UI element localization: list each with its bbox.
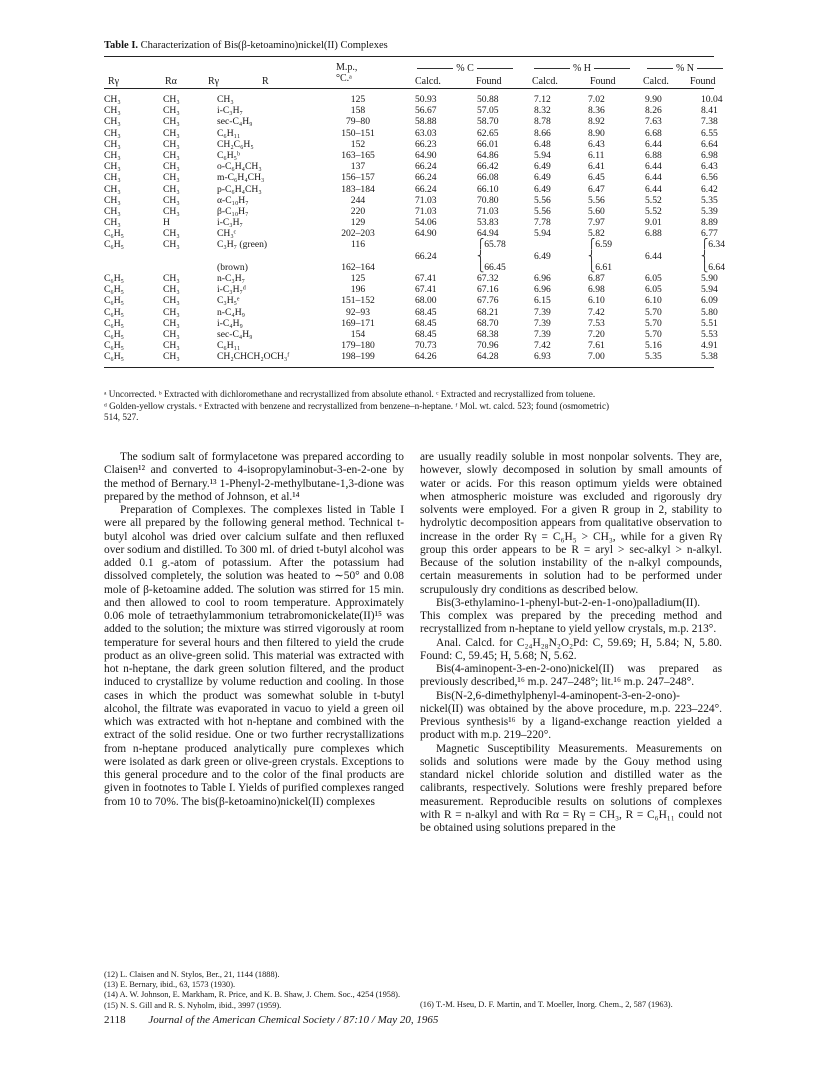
cell-n-found: ⎧6.34 (701, 239, 725, 251)
header-mp-line1: M.p., (336, 62, 358, 73)
cell-h-calcd: 7.39 (534, 306, 551, 318)
cell-c-found: 66.42 (477, 161, 499, 173)
cell-h-calcd: 5.94 (534, 149, 551, 161)
cell-h-calcd: 6.49 (534, 161, 551, 173)
header-c-found: Found (476, 76, 502, 87)
header-mp-line2: °C.ᵃ (336, 73, 352, 84)
cell-n-found: 5.90 (701, 273, 718, 284)
cell-r: sec-C₄H₉ (217, 328, 253, 340)
cell-h-found: 7.02 (588, 94, 605, 105)
cell-r: i-C₃H₇ᵈ (217, 284, 246, 296)
cell-c-calcd: 68.45 (415, 328, 437, 340)
cell-c-found: ⎩66.45 (477, 261, 506, 273)
cell-r: i-C₄H₉ (217, 317, 243, 329)
cell-mp: 116 (350, 239, 366, 251)
cell-c-found: 66.08 (477, 172, 499, 184)
cell-r: CH₂CHCH₂OCH₃ᶠ (217, 351, 290, 363)
cell-n-calcd: 6.44 (645, 138, 662, 150)
table-row (104, 284, 718, 296)
cell-c-found: 71.03 (477, 205, 499, 217)
cell-n-calcd: 5.70 (645, 317, 662, 329)
cell-mp: 152 (350, 138, 366, 150)
cell-ra: CH₃ (163, 127, 180, 139)
cell-ra: CH₃ (163, 340, 180, 352)
table-row (104, 261, 725, 273)
cell-r: i-C₃H₇ (217, 105, 243, 117)
cell-ra: CH₃ (163, 172, 180, 184)
cell-ry: CH₃ (104, 105, 121, 117)
cell-ry: CH₃ (104, 217, 121, 229)
cell-n-calcd: 5.16 (645, 340, 662, 352)
cell-h-calcd: 6.15 (534, 295, 551, 307)
cell-n-found: 8.41 (701, 105, 718, 117)
cell-n-calcd: 6.05 (645, 273, 662, 284)
cell-r: CH₃ (217, 94, 234, 105)
cell-h-found: 7.42 (588, 306, 605, 318)
cell-n-found: ⎩6.64 (701, 261, 725, 273)
cell-n-calcd: 5.35 (645, 351, 662, 363)
cell-ra: CH₃ (163, 328, 180, 340)
cell-mp: 158 (350, 105, 366, 117)
table-row (104, 205, 718, 217)
cell-h-found: 6.43 (588, 138, 605, 150)
cell-c-calcd: 58.88 (415, 116, 437, 128)
cell-h-calcd: 6.48 (534, 138, 551, 150)
cell-c-found: 67.16 (477, 284, 499, 296)
cell-mp: 151–152 (341, 295, 375, 307)
cell-h-found: ⎨ (588, 250, 596, 262)
cell-n-calcd: 6.88 (645, 228, 662, 240)
cell-n-calcd: 9.90 (645, 94, 662, 105)
cell-n-calcd: 7.63 (645, 116, 662, 128)
cell-h-found: 7.20 (588, 328, 605, 340)
header-n-group: % N (640, 63, 730, 74)
header-ra: Rα (165, 76, 177, 87)
cell-h-found: 7.97 (588, 217, 605, 229)
header-h-calcd: Calcd. (532, 76, 558, 87)
cell-c-calcd: 67.41 (415, 284, 437, 296)
table-title: Characterization of Bis(β-ketoamino)nickel(II) Complexes (140, 40, 388, 51)
characterization-table (104, 94, 725, 363)
reference-item: (13) E. Bernary, ibid., 63, 1573 (1930). (104, 980, 236, 990)
cell-h-calcd: 6.49 (534, 250, 551, 262)
cell-ra: CH₃ (163, 306, 180, 318)
cell-ra: CH₃ (163, 239, 180, 251)
cell-c-found: 68.70 (477, 317, 499, 329)
cell-h-calcd: 7.78 (534, 217, 551, 229)
cell-c-calcd: 64.26 (415, 351, 437, 363)
cell-n-calcd: 5.70 (645, 328, 662, 340)
cell-n-calcd: 6.05 (645, 284, 662, 296)
cell-n-calcd: 6.44 (645, 172, 662, 184)
cell-n-calcd: 6.10 (645, 295, 662, 307)
cell-r: C₆H₁₁ (217, 340, 241, 352)
cell-h-calcd: 7.39 (534, 328, 551, 340)
header-n-found: Found (690, 76, 716, 87)
cell-ra: CH₃ (163, 284, 180, 296)
table-row (104, 251, 714, 262)
cell-mp: 154 (350, 328, 366, 340)
table-bottom-rule (104, 367, 714, 368)
cell-ry: C₆H₅ (104, 317, 125, 329)
cell-c-calcd: 56.67 (415, 105, 437, 117)
cell-ry: CH₃ (104, 205, 121, 217)
cell-ra: CH₃ (163, 138, 180, 150)
table-caption (104, 40, 388, 51)
references-right (420, 1000, 722, 1010)
cell-h-found: 5.82 (588, 228, 605, 240)
left-column (104, 451, 404, 809)
cell-c-found: 64.86 (477, 149, 499, 161)
cell-ra: CH₃ (163, 116, 180, 128)
paragraph: Bis(4-aminopent-3-en-2-ono)nickel(II) was prepared as previously described,¹⁶ m.p. 247–248°; lit.¹⁶ m.p. 247–248°. (420, 663, 722, 689)
header-c-group: % C (410, 63, 520, 74)
cell-c-found: 70.96 (477, 340, 499, 352)
cell-h-calcd: 5.56 (534, 194, 551, 206)
cell-c-found: 66.10 (477, 183, 499, 195)
cell-h-calcd: 6.96 (534, 273, 551, 284)
cell-r: m-C₆H₄CH₃ (217, 172, 265, 184)
cell-c-calcd: 66.24 (415, 250, 437, 262)
paragraph: Bis(N-2,6-dimethylphenyl-4-aminopent-3-en-2-ono)-nickel(II) was obtained by the above procedure, m.p. 223–224°. Previous synthesis¹⁶ by a ligand-exchange reaction yielded a product with m.p. 219–220°. (420, 689, 722, 742)
cell-mp: 179–180 (341, 340, 375, 352)
reference-item: (16) T.-M. Hseu, D. F. Martin, and T. Moeller, Inorg. Chem., 2, 587 (1963). (420, 1000, 673, 1009)
cell-c-calcd: 71.03 (415, 205, 437, 217)
cell-h-calcd: 7.12 (534, 94, 551, 105)
cell-ra: CH₃ (163, 149, 180, 161)
cell-mp: 183–184 (341, 183, 375, 195)
cell-mp: 137 (350, 161, 366, 173)
table-row (104, 116, 718, 128)
table-footnotes (104, 389, 716, 424)
cell-c-found: 57.05 (477, 105, 499, 117)
cell-h-found: ⎧6.59 (588, 239, 612, 251)
paragraph: Bis(3-ethylamino-1-phenyl-but-2-en-1-ono)palladium(II). This complex was prepared by the preceding method and recrystallized from n-heptane to yield yellow crystals, m.p. 213°. (420, 596, 722, 636)
cell-r: o-C₆H₄CH₃ (217, 161, 262, 173)
cell-r: C₆H₁₁ (217, 127, 241, 139)
cell-c-calcd: 64.90 (415, 149, 437, 161)
cell-c-calcd: 66.24 (415, 172, 437, 184)
cell-h-found: 6.87 (588, 273, 605, 284)
cell-h-found: 7.53 (588, 317, 605, 329)
cell-n-found: 5.35 (701, 194, 718, 206)
cell-ry: C₆H₅ (104, 273, 125, 284)
cell-c-calcd: 54.06 (415, 217, 437, 229)
cell-ry: CH₃ (104, 127, 121, 139)
cell-ry: C₆H₅ (104, 340, 125, 352)
page-number: 2118 (104, 1014, 126, 1026)
cell-n-calcd: 6.88 (645, 149, 662, 161)
table-row (104, 340, 718, 352)
right-column (420, 451, 722, 835)
paragraph: Preparation of Complexes. The complexes listed in Table I were all prepared by the following general method. Technical t-butyl alcohol was dried over calcium sulfate and then refluxed over sodium and distilled. To 300 ml. of dried t-butyl alcohol was added 0.1 g.-atom of potassium. After the potassium had dissolved completely, the solution was heated to ∼50° and 0.08 mole of β-ketoamine added. The solution was stirred for 15 min. and then allowed to cool to room temperature. Approximately 0.06 mole of tetraethylammonium tetrabromonickelate(II)¹⁵ was added to the solution; the mixture was stirred vigorously at room temperature for several hours and then filtered to yield the crude product as an olive-green solid. This material was extracted with hot n-heptane, the dark green solution filtered, and the product induced to crystallize by volume reduction and cooling. In those cases in which the product was somewhat soluble in t-butyl alcohol, the filtrate was evaporated in vacuo to yield a green oil which was extracted with hot n-heptane and combined with the extract of the solid residue. One or two further recrystallizations from n-heptane produced analytically pure complexes which were isolated as dark green or olive-green crystals. Exceptions to this general procedure and to the color of the final products are given in footnotes to Table I. Yields of purified complexes ranged from 10 to 70%. The bis(β-ketoamino)nickel(II) complexes (104, 504, 404, 808)
cell-mp: 156–157 (341, 172, 375, 184)
cell-c-calcd: 63.03 (415, 127, 437, 139)
cell-h-found: 8.36 (588, 105, 605, 117)
cell-n-found: ⎨ (701, 250, 709, 262)
cell-n-calcd: 6.44 (645, 183, 662, 195)
cell-c-found: 68.38 (477, 328, 499, 340)
references-left (104, 970, 404, 1011)
cell-ra: CH₃ (163, 161, 180, 173)
cell-n-found: 6.55 (701, 127, 718, 139)
cell-c-found: 50.88 (477, 94, 499, 105)
cell-ry: CH₃ (104, 172, 121, 184)
cell-ry: C₆H₅ (104, 284, 125, 296)
cell-h-calcd: 6.96 (534, 284, 551, 296)
table-row (104, 228, 718, 240)
journal-citation: Journal of the American Chemical Society / 87:10 / May 20, 1965 (148, 1014, 439, 1026)
cell-c-calcd: 71.03 (415, 194, 437, 206)
cell-mp: 125 (350, 94, 366, 105)
cell-n-found: 5.51 (701, 317, 718, 329)
reference-item: (12) L. Claisen and N. Stylos, Ber., 21, 1144 (1888). (104, 970, 280, 979)
table-row (104, 317, 718, 329)
cell-c-found: 67.76 (477, 295, 499, 307)
cell-mp: 169–171 (341, 317, 375, 329)
cell-ra: CH₃ (163, 351, 180, 363)
cell-c-found: 58.70 (477, 116, 499, 128)
cell-ry: C₆H₅ (104, 306, 125, 318)
cell-r: i-C₃H₇ (217, 217, 243, 229)
cell-ry: CH₃ (104, 194, 121, 206)
cell-h-calcd: 7.39 (534, 317, 551, 329)
cell-n-found: 6.09 (701, 295, 718, 307)
cell-ry: CH₃ (104, 116, 121, 128)
cell-c-found: 53.83 (477, 217, 499, 229)
footnote-line: 514, 527. (104, 412, 139, 422)
cell-r: n-C₄H₉ (217, 306, 246, 318)
cell-c-found: 70.80 (477, 194, 499, 206)
cell-n-calcd: 6.44 (645, 250, 662, 262)
table-top-rule (104, 56, 714, 57)
cell-c-calcd: 68.45 (415, 306, 437, 318)
cell-n-found: 4.91 (701, 340, 718, 352)
cell-h-found: 6.47 (588, 183, 605, 195)
header-h-found: Found (590, 76, 616, 87)
cell-n-found: 8.89 (701, 217, 718, 229)
cell-n-found: 10.04 (701, 94, 723, 105)
cell-h-calcd: 7.42 (534, 340, 551, 352)
cell-h-calcd: 6.93 (534, 351, 551, 363)
cell-r: CH₃ᶜ (217, 228, 237, 240)
cell-ra: CH₃ (163, 183, 180, 195)
cell-h-found: ⎩6.61 (588, 261, 612, 273)
cell-r: α-C₁₀H₇ (217, 194, 249, 206)
cell-n-calcd: 6.68 (645, 127, 662, 139)
cell-n-found: 6.42 (701, 183, 718, 195)
cell-h-found: 7.00 (588, 351, 605, 363)
cell-h-found: 5.56 (588, 194, 605, 206)
cell-ry: CH₃ (104, 183, 121, 195)
cell-mp: 244 (350, 194, 366, 206)
cell-c-found: 66.01 (477, 138, 499, 150)
cell-h-calcd: 6.49 (534, 172, 551, 184)
cell-mp: 129 (350, 217, 366, 229)
cell-c-found: ⎧65.78 (477, 239, 506, 251)
cell-n-found: 6.43 (701, 161, 718, 173)
cell-c-found: 62.65 (477, 127, 499, 139)
cell-c-calcd: 68.00 (415, 295, 437, 307)
cell-h-found: 6.98 (588, 284, 605, 296)
cell-ra: CH₃ (163, 228, 180, 240)
cell-mp: 150–151 (341, 127, 375, 139)
cell-mp: 198–199 (341, 351, 375, 363)
footnote-line: ᵈ Golden-yellow crystals. ᵉ Extracted with benzene and recrystallized from benzene–n-heptane. ᶠ Mol. wt. calcd. 523; found (osmometric) (104, 400, 610, 411)
cell-mp: 163–165 (341, 149, 375, 161)
cell-h-found: 7.61 (588, 340, 605, 352)
cell-n-calcd: 8.26 (645, 105, 662, 117)
header-h-group: % H (527, 63, 637, 74)
cell-r: β-C₁₀H₇ (217, 205, 249, 217)
cell-n-found: 6.98 (701, 149, 718, 161)
cell-ra: CH₃ (163, 94, 180, 105)
cell-c-calcd: 50.93 (415, 94, 437, 105)
table-row (104, 306, 718, 318)
table-row (104, 194, 718, 206)
footnote-line: ᵃ Uncorrected. ᵇ Extracted with dichloromethane and recrystallized from absolute ethanol. ᶜ Extracted and recrystallized from toluene. (104, 389, 596, 399)
cell-c-calcd: 66.23 (415, 138, 437, 150)
cell-ry: CH₃ (104, 138, 121, 150)
cell-ry: C₆H₅ (104, 228, 125, 240)
reference-item: (14) A. W. Johnson, E. Markham, R. Price, and K. B. Shaw, J. Chem. Soc., 4254 (1958). (104, 990, 401, 1000)
header-c-calcd: Calcd. (415, 76, 441, 87)
cell-h-calcd: 8.66 (534, 127, 551, 139)
table-label: Table I. (104, 40, 139, 51)
cell-ry: C₆H₅ (104, 351, 125, 363)
cell-ry: CH₃ (104, 94, 121, 105)
cell-h-found: 6.45 (588, 172, 605, 184)
table-row (104, 94, 723, 105)
table-row (104, 183, 718, 195)
cell-ra: CH₃ (163, 194, 180, 206)
cell-mp: 196 (350, 284, 366, 296)
paragraph: are usually readily soluble in most nonpolar solvents. They are, however, slowly decomposed in solution by small amounts of water or acids. For this reason optimum yields were obtained when atmospheric moisture was excluded and rigorously dry solvents were employed. For a given R group in 2, stability to hydrolytic decomposition appears from qualitative observation to increase in the order Rγ = C₆H₅ > CH₃, while for a given Rγ group this order appears to be R = aryl > sec-alkyl > n-alkyl. Because of the solution instability of the n-alkyl compounds, certain measurements in solution had to be performed under scrupulously dry conditions as described below. (420, 451, 722, 596)
cell-ra: CH₃ (163, 317, 180, 329)
cell-n-found: 5.94 (701, 284, 718, 296)
header-ry: Rγ (208, 76, 220, 87)
cell-n-found: 5.38 (701, 351, 718, 363)
table-header-rule (104, 88, 714, 89)
header-ry-label: Rγ (108, 76, 120, 87)
cell-ry: C₆H₅ (104, 295, 125, 307)
table-row (104, 127, 718, 139)
table-row (104, 172, 718, 184)
cell-ry: CH₃ (104, 161, 121, 173)
cell-n-calcd: 9.01 (645, 217, 662, 229)
paragraph: Anal. Calcd. for C₂₄H₂₈N₂O₂Pd: C, 59.69; H, 5.84; N, 5.80. Found: C, 59.45; H, 5.68; N, 5.62. (420, 636, 722, 662)
cell-h-calcd: 5.56 (534, 205, 551, 217)
header-r: R (262, 76, 269, 87)
cell-h-found: 5.60 (588, 205, 605, 217)
cell-r: p-C₆H₄CH₃ (217, 183, 262, 195)
cell-c-found: 68.21 (477, 306, 499, 318)
reference-item: (15) N. S. Gill and R. S. Nyholm, ibid., 3997 (1959). (104, 1000, 282, 1010)
header-n-calcd: Calcd. (643, 76, 669, 87)
table-row (104, 138, 718, 150)
table-row (104, 149, 718, 161)
cell-h-found: 6.41 (588, 161, 605, 173)
cell-mp: 92–93 (346, 306, 370, 318)
cell-c-calcd: 64.90 (415, 228, 437, 240)
cell-h-calcd: 8.78 (534, 116, 551, 128)
cell-n-calcd: 6.44 (645, 161, 662, 173)
cell-ra: CH₃ (163, 273, 180, 284)
paragraph: Magnetic Susceptibility Measurements. Measurements on solids and solutions were made by the Gouy method using standard nickel chloride solution and distilled water as the calibrants, respectively. Solutions were freshly prepared before measurement. Reproducible results on solutions of complexes with R = n-alkyl and with Rα = Rγ = CH₃, R = C₆H₁₁ could not be obtained using solutions prepared in the (420, 742, 722, 834)
cell-n-found: 5.80 (701, 306, 718, 318)
cell-c-calcd: 66.24 (415, 183, 437, 195)
cell-r: C₆H₅ᵇ (217, 149, 240, 161)
cell-mp: 79–80 (346, 116, 370, 128)
table-row (104, 239, 725, 251)
cell-h-found: 6.10 (588, 295, 605, 307)
cell-h-found: 8.92 (588, 116, 605, 128)
table-row (104, 105, 718, 117)
cell-ry: C₆H₅ (104, 239, 125, 251)
cell-c-calcd: 68.45 (415, 317, 437, 329)
cell-h-found: 6.11 (588, 149, 605, 161)
table-row (104, 217, 718, 229)
cell-n-found: 6.64 (701, 138, 718, 150)
cell-n-calcd: 5.52 (645, 205, 662, 217)
cell-ra: CH₃ (163, 295, 180, 307)
cell-n-calcd: 5.70 (645, 306, 662, 318)
paragraph: The sodium salt of formylacetone was prepared according to Claisen¹² and converted to 4-isopropylaminobut-3-en-2-one by the method of Bernary.¹³ 1-Phenyl-2-methylbutane-1,3-dione was prepared by the method of Johnson, et al.¹⁴ (104, 451, 404, 503)
cell-ra: CH₃ (163, 105, 180, 117)
cell-h-calcd: 8.32 (534, 105, 551, 117)
cell-ry: C₆H₅ (104, 328, 125, 340)
cell-mp: 125 (350, 273, 366, 284)
cell-r: n-C₃H₇ (217, 273, 246, 284)
cell-c-found: 64.28 (477, 351, 499, 363)
cell-c-found: 64.94 (477, 228, 499, 240)
cell-h-calcd: 6.49 (534, 183, 551, 195)
cell-h-calcd: 5.94 (534, 228, 551, 240)
cell-c-calcd: 66.24 (415, 161, 437, 173)
cell-r: CH₂C₆H₅ (217, 138, 254, 150)
table-row (104, 273, 718, 284)
cell-n-found: 6.77 (701, 228, 718, 240)
cell-c-calcd: 70.73 (415, 340, 437, 352)
cell-ry: CH₃ (104, 149, 121, 161)
cell-r: sec-C₄H₉ (217, 116, 253, 128)
cell-n-found: 7.38 (701, 116, 718, 128)
cell-r: (brown) (217, 261, 248, 273)
cell-mp: 202–203 (341, 228, 375, 240)
page-footer (104, 1014, 438, 1026)
cell-n-calcd: 5.52 (645, 194, 662, 206)
cell-c-calcd: 67.41 (415, 273, 437, 284)
table-row (104, 351, 718, 363)
cell-c-found: 67.32 (477, 273, 499, 284)
cell-mp: 162–164 (341, 261, 375, 273)
table-row (104, 328, 718, 340)
cell-n-found: 5.53 (701, 328, 718, 340)
cell-h-found: 8.90 (588, 127, 605, 139)
cell-c-found: ⎨ (477, 250, 485, 262)
cell-ra: CH₃ (163, 205, 180, 217)
cell-n-found: 6.56 (701, 172, 718, 184)
cell-mp: 220 (350, 205, 366, 217)
table-row (104, 161, 718, 173)
cell-r: C₃H₇ (green) (217, 239, 268, 251)
cell-n-found: 5.39 (701, 205, 718, 217)
table-row (104, 295, 718, 307)
cell-r: C₃H₅ᵉ (217, 295, 240, 307)
cell-ra: H (163, 217, 170, 229)
